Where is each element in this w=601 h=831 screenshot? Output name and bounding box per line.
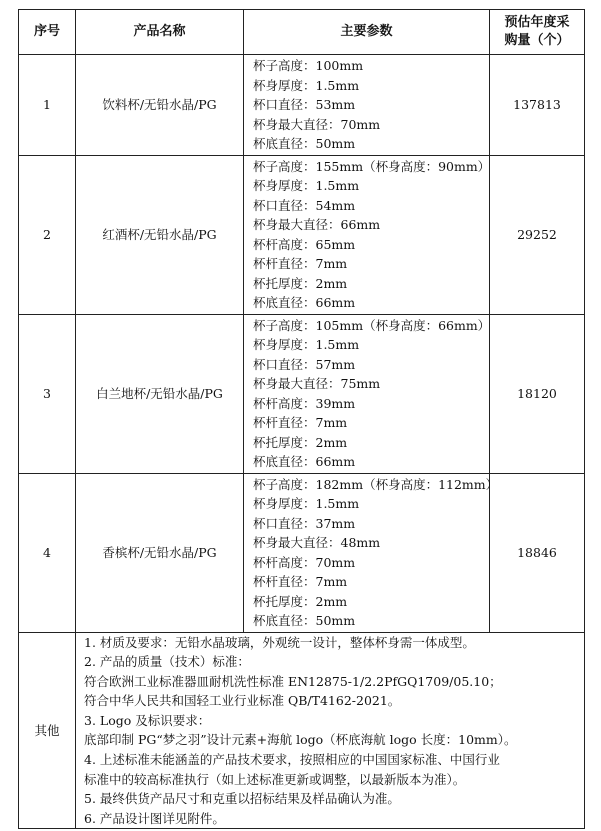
note-line: 2. 产品的质量（技术）标准： <box>84 654 250 670</box>
param-line: 杯身厚度：1.5mm <box>253 496 360 511</box>
table-row <box>19 55 585 156</box>
param-line: 杯杆高度：65mm <box>253 236 356 252</box>
table-row <box>19 155 585 314</box>
param-line: 杯口直径：37mm <box>253 515 356 531</box>
param-line: 杯身厚度：1.5mm <box>253 77 360 93</box>
header-index: 序号 <box>19 10 76 55</box>
row-qty: 18120 <box>490 314 585 473</box>
header-name: 产品名称 <box>76 10 244 55</box>
row-qty: 29252 <box>490 155 585 314</box>
row-index: 2 <box>19 155 76 314</box>
row-product-name: 白兰地杯/无铅水晶/PG <box>76 314 244 473</box>
row-index: 3 <box>19 314 76 473</box>
note-line: 3. Logo 及标识要求： <box>84 712 211 728</box>
procurement-table <box>18 9 585 829</box>
row-qty: 137813 <box>490 55 585 156</box>
param-line: 杯子高度：155mm（杯身高度：90mm） <box>253 158 491 174</box>
param-line: 杯口直径：57mm <box>253 356 356 372</box>
param-line: 杯口直径：54mm <box>253 197 356 213</box>
header-params: 主要参数 <box>244 10 490 55</box>
param-line: 杯杆高度：70mm <box>253 554 356 570</box>
param-line: 杯子高度：182mm（杯身高度：112mm） <box>253 476 499 492</box>
param-line: 杯托厚度：2mm <box>253 593 348 609</box>
param-line: 杯底直径：50mm <box>253 136 356 151</box>
param-line: 杯身厚度：1.5mm <box>253 178 360 193</box>
note-line: 符合中华人民共和国轻工业行业标准 QB/T4162-2021。 <box>84 693 401 709</box>
row-qty: 18846 <box>490 473 585 632</box>
param-line: 杯杆直径：7mm <box>253 415 348 430</box>
param-line: 杯底直径：66mm <box>253 454 356 469</box>
other-label: 其他 <box>19 632 76 829</box>
note-line: 5. 最终供货产品尺寸和克重以招标结果及样品确认为准。 <box>84 791 400 807</box>
row-product-name: 香槟杯/无铅水晶/PG <box>76 473 244 632</box>
note-line: 底部印制 PG“梦之羽”设计元素+海航 logo（杯底海航 logo 长度：10mm）。 <box>84 732 517 748</box>
row-params <box>244 473 499 632</box>
param-line: 杯托厚度：2mm <box>253 275 348 291</box>
param-line: 杯身最大直径：75mm <box>253 376 381 391</box>
param-line: 杯底直径：50mm <box>253 613 356 628</box>
header-row <box>19 10 585 55</box>
param-line: 杯口直径：53mm <box>253 97 356 112</box>
row-index: 4 <box>19 473 76 632</box>
param-line: 杯杆高度：39mm <box>253 395 356 411</box>
table-row <box>19 473 585 632</box>
param-line: 杯子高度：100mm <box>253 58 364 73</box>
row-params <box>244 55 490 156</box>
note-line: 符合欧洲工业标准器皿耐机洗性标准 EN12875-1/2.2PfGQ1709/05.10； <box>84 673 502 689</box>
note-line: 标准中的较高标准执行（如上述标准更新或调整，以最新版本为准）。 <box>84 771 466 787</box>
row-product-name: 红酒杯/无铅水晶/PG <box>76 155 244 314</box>
note-line: 4. 上述标准未能涵盖的产品技术要求，按照相应的中国国家标准、中国行业 <box>84 752 500 768</box>
param-line: 杯托厚度：2mm <box>253 434 348 450</box>
row-params <box>244 314 490 473</box>
param-line: 杯底直径：66mm <box>253 295 356 310</box>
param-line: 杯子高度：105mm（杯身高度：66mm） <box>253 317 491 333</box>
param-line: 杯身厚度：1.5mm <box>253 337 360 352</box>
row-product-name: 饮料杯/无铅水晶/PG <box>76 55 244 156</box>
param-line: 杯身最大直径：70mm <box>253 116 381 132</box>
other-row <box>19 632 585 829</box>
other-notes <box>76 632 585 829</box>
table-row <box>19 314 585 473</box>
note-line: 1. 材质及要求：无铅水晶玻璃，外观统一设计，整体杯身需一体成型。 <box>84 634 475 650</box>
note-line: 6. 产品设计图详见附件。 <box>84 810 225 826</box>
param-line: 杯杆直径：7mm <box>253 256 348 271</box>
param-line: 杯身最大直径：48mm <box>253 535 381 550</box>
param-line: 杯杆直径：7mm <box>253 574 348 589</box>
row-params <box>244 155 490 314</box>
header-qty <box>490 10 585 55</box>
row-index: 1 <box>19 55 76 156</box>
param-line: 杯身最大直径：66mm <box>253 217 381 232</box>
header-qty-line2: 购量（个） <box>504 33 570 48</box>
header-qty-line1: 预估年度采 <box>504 15 570 30</box>
